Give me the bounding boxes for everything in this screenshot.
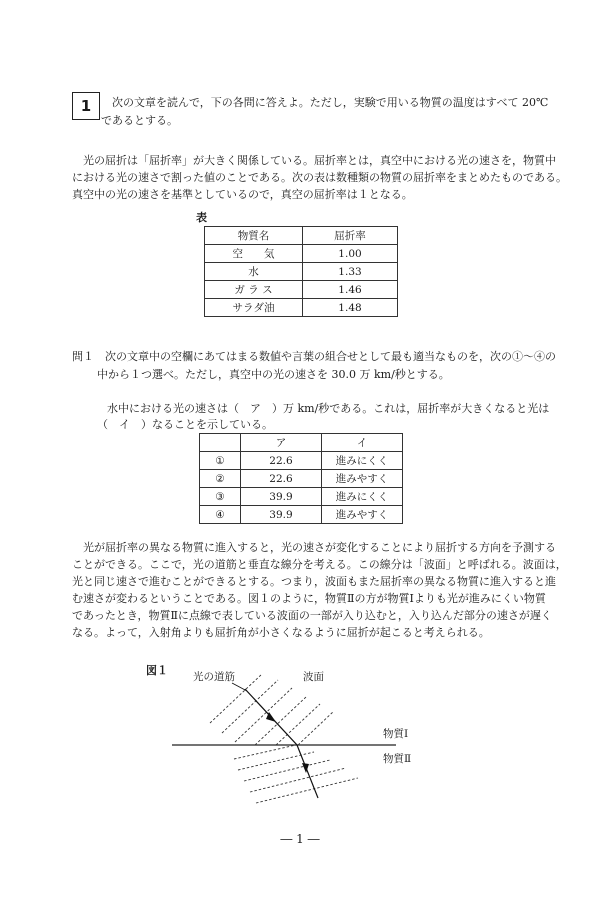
paragraph1-line-1: 光の屈折は「屈折率」が大きく関係している。屈折率とは，真空中における光の速さを，物質中	[83, 154, 556, 167]
paragraph1-line-2: における光の速さで割った値のことである。次の表は数種類の物質の屈折率をまとめたものである。	[72, 171, 567, 184]
table1-cell-name: ガ ラ ス	[205, 281, 303, 299]
figure1-title: 図１	[146, 664, 168, 677]
choice-b: 進みにくく	[322, 452, 403, 470]
choice-a: 39.9	[241, 488, 322, 506]
table2-header-a: ア	[241, 434, 322, 452]
choice-a: 22.6	[241, 470, 322, 488]
q1-passage-1: 水中における光の速さは（ ア ）万 km/秒である。これは，屈折率が大きくなると光は	[107, 402, 550, 415]
table1-header-value: 屈折率	[303, 227, 398, 245]
choice-number: ③	[200, 488, 241, 506]
table2-header-b: イ	[322, 434, 403, 452]
table1-cell-name: 空 気	[205, 245, 303, 263]
figure1-label-wave: 波面	[303, 671, 324, 683]
figure1-label-ray: 光の道筋	[193, 671, 235, 683]
intro-line-1: 次の文章を読んで，下の各問に答えよ。ただし，実験で用いる物質の温度はすべて 20℃	[112, 96, 549, 109]
table1-cell-value: 1.33	[303, 263, 398, 281]
wavefronts-lower	[234, 745, 358, 803]
table1-cell-value: 1.00	[303, 245, 398, 263]
q1-line-1: 問１ 次の文章中の空欄にあてはまる数値や言葉の組合せとして最も適当なものを，次の①～④の	[72, 350, 556, 363]
ray-label-leader	[232, 683, 247, 691]
choice-a: 39.9	[241, 506, 322, 524]
figure1-label-medium-1: 物質Ⅰ	[383, 728, 409, 740]
q1-passage-2: （ イ ）なることを示している。	[97, 418, 273, 431]
paragraph2-line-6: なる。よって，入射角よりも屈折角が小さくなるように屈折が起こると考えられる。	[72, 626, 490, 639]
paragraph2-line-5: であったとき，物質Ⅱに点線で表している波面の一部が入り込むと，入り込んだ部分の速さが遅く	[72, 609, 552, 622]
choice-b: 進みやすく	[322, 506, 403, 524]
wavefronts-upper	[210, 674, 334, 745]
paragraph2-line-2: ことができる。ここで，光の道筋と垂直な線分を考える。この線分は「波面」と呼ばれる。波面は，	[72, 558, 567, 571]
table1-cell-value: 1.46	[303, 281, 398, 299]
choice-b: 進みやすく	[322, 470, 403, 488]
choice-b: 進みにくく	[322, 488, 403, 506]
choice-a: 22.6	[241, 452, 322, 470]
page-number: ― 1 ―	[280, 832, 320, 846]
table1-header-name: 物質名	[205, 227, 303, 245]
paragraph2-line-3: 光と同じ速さで進むことができるとする。つまり，波面もまた屈折率の異なる物質に進入すると進	[72, 575, 556, 588]
choice-number: ②	[200, 470, 241, 488]
paragraph1-line-3: 真空中の光の速さを基準としているので，真空の屈折率は１となる。	[72, 188, 413, 201]
q1-line-2: 中から１つ選べ。ただし，真空中の光の速さを 30.0 万 km/秒とする。	[97, 368, 450, 381]
table1-cell-name: 水	[205, 263, 303, 281]
table1-cell-value: 1.48	[303, 299, 398, 317]
table1-title: 表	[196, 211, 207, 224]
paragraph2-line-4: む速さが変わるということである。図１のように，物質Ⅱの方が物質Ⅰよりも光が進みにくい物質	[72, 592, 546, 605]
choice-number: ①	[200, 452, 241, 470]
question-number: 1	[80, 97, 92, 115]
intro-line-2: であるとする。	[101, 114, 178, 127]
paragraph2-line-1: 光が屈折率の異なる物質に進入すると，光の速さが変化することにより屈折する方向を予測する	[83, 541, 556, 554]
choice-number: ④	[200, 506, 241, 524]
figure1-label-medium-2: 物質Ⅱ	[383, 753, 412, 765]
table1-cell-name: サラダ油	[205, 299, 303, 317]
